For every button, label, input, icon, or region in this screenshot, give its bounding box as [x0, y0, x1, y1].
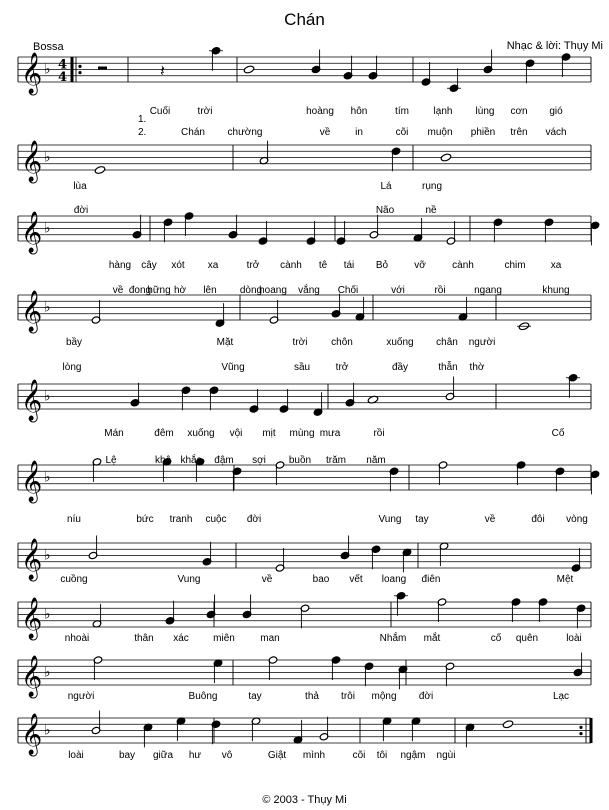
- treble-clef-icon: 𝄞: [21, 656, 43, 697]
- lyric-syllable: xuống: [386, 337, 414, 348]
- lyric-syllable-verse-2: chường: [227, 127, 263, 138]
- note-head: [243, 65, 254, 74]
- song-title: Chán: [284, 10, 325, 29]
- lyric-syllable: Nhắm: [379, 633, 407, 644]
- lyric-syllable: người: [67, 691, 95, 702]
- lyric-syllable: Vung: [177, 574, 201, 585]
- lyric-syllable: thân: [134, 633, 154, 644]
- lyric-syllable: hàng: [108, 260, 132, 271]
- key-flat-icon: ♭: [44, 220, 51, 237]
- lyric-syllable-verse-2: đậm: [214, 455, 234, 466]
- lyric-syllable: giữa: [152, 750, 174, 761]
- lyric-syllable: đời: [418, 691, 434, 702]
- lyric-syllable-verse-2: thẫn: [438, 362, 458, 373]
- lyric-syllable: đêm: [154, 428, 174, 439]
- treble-clef-icon: 𝄞: [21, 598, 43, 639]
- treble-clef-icon: 𝄞: [21, 539, 43, 580]
- lyric-syllable-verse-2: cõi: [395, 127, 409, 138]
- lyric-syllable: tê: [318, 260, 328, 271]
- time-signature-bottom: 4: [58, 70, 68, 85]
- lyric-syllable: loang: [381, 574, 407, 585]
- lyric-syllable-verse-2: Chán: [181, 127, 205, 138]
- lyric-syllable: về: [484, 514, 496, 525]
- lyric-syllable: cuộc: [205, 514, 227, 525]
- lyric-syllable: cành: [280, 260, 302, 271]
- lyric-syllable: rồi: [373, 428, 385, 439]
- lyric-syllable: hôn: [350, 106, 368, 117]
- key-flat-icon: ♭: [44, 547, 51, 564]
- lyric-syllable: cõi: [352, 750, 366, 761]
- treble-clef-icon: 𝄞: [21, 141, 43, 182]
- lyric-syllable: về: [261, 574, 273, 585]
- lyric-syllable-verse-2: sầu: [293, 362, 311, 373]
- lyric-syllable: bầy: [65, 337, 83, 348]
- key-flat-icon: ♭: [44, 61, 51, 78]
- lyric-syllable-verse-2: hoang: [259, 285, 287, 296]
- lyric-syllable: chôn: [331, 337, 353, 348]
- repeat-dot: [78, 71, 81, 74]
- lyric-syllable: mưa: [319, 428, 341, 439]
- treble-clef-icon: 𝄞: [21, 461, 43, 502]
- lyric-syllable: quên: [515, 633, 539, 644]
- lyric-syllable: bao: [312, 574, 330, 585]
- lyric-syllable-verse-2: trở: [335, 362, 349, 373]
- key-flat-icon: ♭: [44, 664, 51, 681]
- lyric-syllable: điên: [421, 574, 441, 585]
- lyric-syllable-verse-2: khô: [154, 455, 172, 466]
- lyric-syllable: cành: [452, 260, 474, 271]
- lyric-syllable: Buông: [188, 691, 218, 702]
- lyric-syllable: cuồng: [60, 574, 88, 585]
- lyric-syllable: Mặt: [216, 337, 234, 348]
- lyric-syllable: Cuối: [149, 106, 171, 117]
- lyric-syllable: trở: [246, 260, 260, 271]
- treble-clef-icon: 𝄞: [21, 380, 43, 421]
- key-flat-icon: ♭: [44, 149, 51, 166]
- lyric-syllable-verse-2: trăm: [326, 455, 346, 466]
- lyric-syllable: xác: [173, 633, 189, 644]
- style-marking: Bossa: [33, 41, 64, 53]
- lyric-syllable: tím: [395, 106, 409, 117]
- key-flat-icon: ♭: [44, 469, 51, 486]
- lyric-syllable-verse-2: nề: [425, 205, 437, 216]
- lyric-syllable-verse-2: Não: [375, 205, 395, 216]
- lyric-syllable: mùng: [289, 428, 315, 439]
- lyric-syllable: xuống: [187, 428, 215, 439]
- lyric-syllable: người: [468, 337, 496, 348]
- lyric-syllable: mình: [302, 750, 326, 761]
- lyric-syllable: mịt: [262, 428, 276, 439]
- lyric-syllable: tôi: [376, 750, 388, 761]
- lyric-syllable: Lá: [380, 181, 392, 192]
- lyric-syllable: thả: [305, 691, 319, 702]
- lyric-syllable: trôi: [341, 691, 355, 702]
- lyric-syllable: tay: [415, 514, 429, 525]
- lyric-syllable: nhoài: [64, 633, 90, 644]
- lyric-syllable-verse-2: đầy: [391, 362, 409, 373]
- lyric-syllable: miên: [213, 633, 235, 644]
- lyric-syllable-verse-2: Vũng: [221, 362, 245, 373]
- lyric-syllable: lùa: [73, 181, 87, 192]
- lyric-syllable: Lạc: [552, 691, 570, 702]
- lyric-syllable: hoàng: [306, 106, 334, 117]
- lyric-syllable-verse-2: buồn: [288, 455, 312, 466]
- lyric-syllable: Giật: [267, 750, 287, 761]
- lyric-syllable: Cố: [551, 428, 565, 439]
- lyric-syllable-verse-2: hờ: [173, 285, 187, 296]
- lyric-syllable-verse-2: về: [112, 285, 124, 296]
- lyric-syllable: đời: [246, 514, 262, 525]
- lyric-syllable-verse-2: với: [391, 285, 405, 296]
- lyric-syllable-verse-2: sợi: [252, 455, 266, 466]
- lyric-syllable: vòng: [566, 514, 588, 525]
- treble-clef-icon: 𝄞: [21, 291, 43, 332]
- lyric-syllable-verse-2: thờ: [469, 362, 485, 373]
- lyric-syllable: chân: [436, 337, 458, 348]
- lyric-syllable-verse-2: đời: [73, 205, 89, 216]
- lyric-syllable: gió: [549, 106, 563, 117]
- lyric-syllable-verse-2: Chối: [337, 285, 359, 296]
- lyric-syllable-verse-2: khung: [542, 285, 570, 296]
- key-flat-icon: ♭: [44, 606, 51, 623]
- lyric-syllable-verse-2: vắng: [298, 285, 320, 296]
- note-head: [94, 165, 105, 174]
- lyric-syllable: níu: [67, 514, 81, 525]
- composer-credit: Nhạc & lời: Thụy Mi: [506, 40, 603, 52]
- lyric-syllable: tranh: [169, 514, 193, 525]
- lyric-syllable: đôi: [531, 514, 545, 525]
- lyric-syllable-verse-2: lòng: [62, 362, 82, 373]
- lyric-syllable: hư: [188, 750, 202, 761]
- lyric-syllable: man: [260, 633, 280, 644]
- lyric-syllable: loài: [68, 750, 84, 761]
- treble-clef-icon: 𝄞: [21, 714, 43, 755]
- lyric-syllable-verse-2: Lệ: [105, 455, 117, 466]
- lyric-syllable: xa: [550, 260, 562, 271]
- lyric-syllable: Bỏ: [375, 260, 389, 271]
- lyric-syllable-verse-2: rồi: [434, 285, 446, 296]
- lyric-syllable: cây: [141, 260, 157, 271]
- verse-number-2: 2.: [138, 127, 147, 138]
- lyric-syllable-verse-2: về: [319, 127, 331, 138]
- lyric-syllable: loài: [566, 633, 582, 644]
- lyric-syllable: tay: [248, 691, 262, 702]
- lyric-syllable-verse-2: khắc: [180, 455, 202, 466]
- note-head: [440, 153, 451, 162]
- lyric-syllable-verse-2: in: [355, 127, 363, 138]
- lyric-syllable: Mệt: [556, 574, 574, 585]
- lyric-syllable-verse-2: muộn: [427, 127, 453, 138]
- verse-number-1: 1.: [138, 114, 147, 125]
- lyric-syllable-verse-2: hững: [147, 285, 171, 296]
- lyric-syllable: tái: [343, 260, 355, 271]
- lyric-syllable: lùng: [475, 106, 495, 117]
- lyric-syllable: xa: [207, 260, 219, 271]
- lyric-syllable: vỡ: [414, 260, 426, 271]
- lyric-syllable-verse-2: năm: [366, 455, 386, 466]
- lyric-syllable: Mán: [104, 428, 124, 439]
- lyric-syllable: mộng: [371, 691, 397, 702]
- half-rest-icon: [98, 67, 107, 70]
- lyric-syllable: vô: [221, 750, 233, 761]
- lyric-syllable: bay: [118, 750, 136, 761]
- lyric-syllable: vết: [349, 574, 363, 585]
- lyric-syllable-verse-2: ngang: [474, 285, 502, 296]
- lyric-syllable: vội: [229, 428, 243, 439]
- repeat-dot: [579, 732, 582, 735]
- lyric-syllable: mắt: [423, 633, 441, 644]
- lyric-syllable: xót: [171, 260, 185, 271]
- lyric-syllable: bức: [136, 514, 154, 525]
- key-flat-icon: ♭: [44, 299, 51, 316]
- lyric-syllable-verse-2: lên: [203, 285, 217, 296]
- treble-clef-icon: 𝄞: [21, 212, 43, 253]
- treble-clef-icon: 𝄞: [21, 53, 43, 94]
- lyric-syllable: chim: [504, 260, 526, 271]
- time-signature-top: 4: [58, 57, 68, 73]
- lyric-syllable: trời: [292, 337, 308, 348]
- copyright-notice: © 2003 - Thụy Mi: [262, 794, 347, 806]
- lyric-syllable: trời: [197, 106, 213, 117]
- lyric-syllable: rụng: [421, 181, 443, 192]
- quarter-rest-icon: 𝄽: [160, 60, 165, 80]
- lyric-syllable-verse-2: vách: [545, 127, 567, 138]
- lyric-syllable-verse-2: dòng: [239, 285, 263, 296]
- lyric-syllable: lạnh: [433, 106, 453, 117]
- lyric-syllable: cố: [490, 633, 502, 644]
- lyric-syllable-verse-2: phiền: [470, 127, 496, 138]
- lyric-syllable: cơn: [510, 106, 528, 117]
- note-head: [502, 720, 513, 729]
- key-flat-icon: ♭: [44, 388, 51, 405]
- lyric-syllable: Vung: [378, 514, 402, 525]
- repeat-dot: [579, 726, 582, 729]
- lyric-syllable-verse-2: trên: [510, 127, 528, 138]
- repeat-dot: [78, 65, 81, 68]
- lyric-syllable-verse-2: đong: [128, 285, 152, 296]
- lyric-syllable: ngậm: [400, 750, 426, 761]
- key-flat-icon: ♭: [44, 722, 51, 739]
- lyric-syllable: ngùi: [436, 750, 456, 761]
